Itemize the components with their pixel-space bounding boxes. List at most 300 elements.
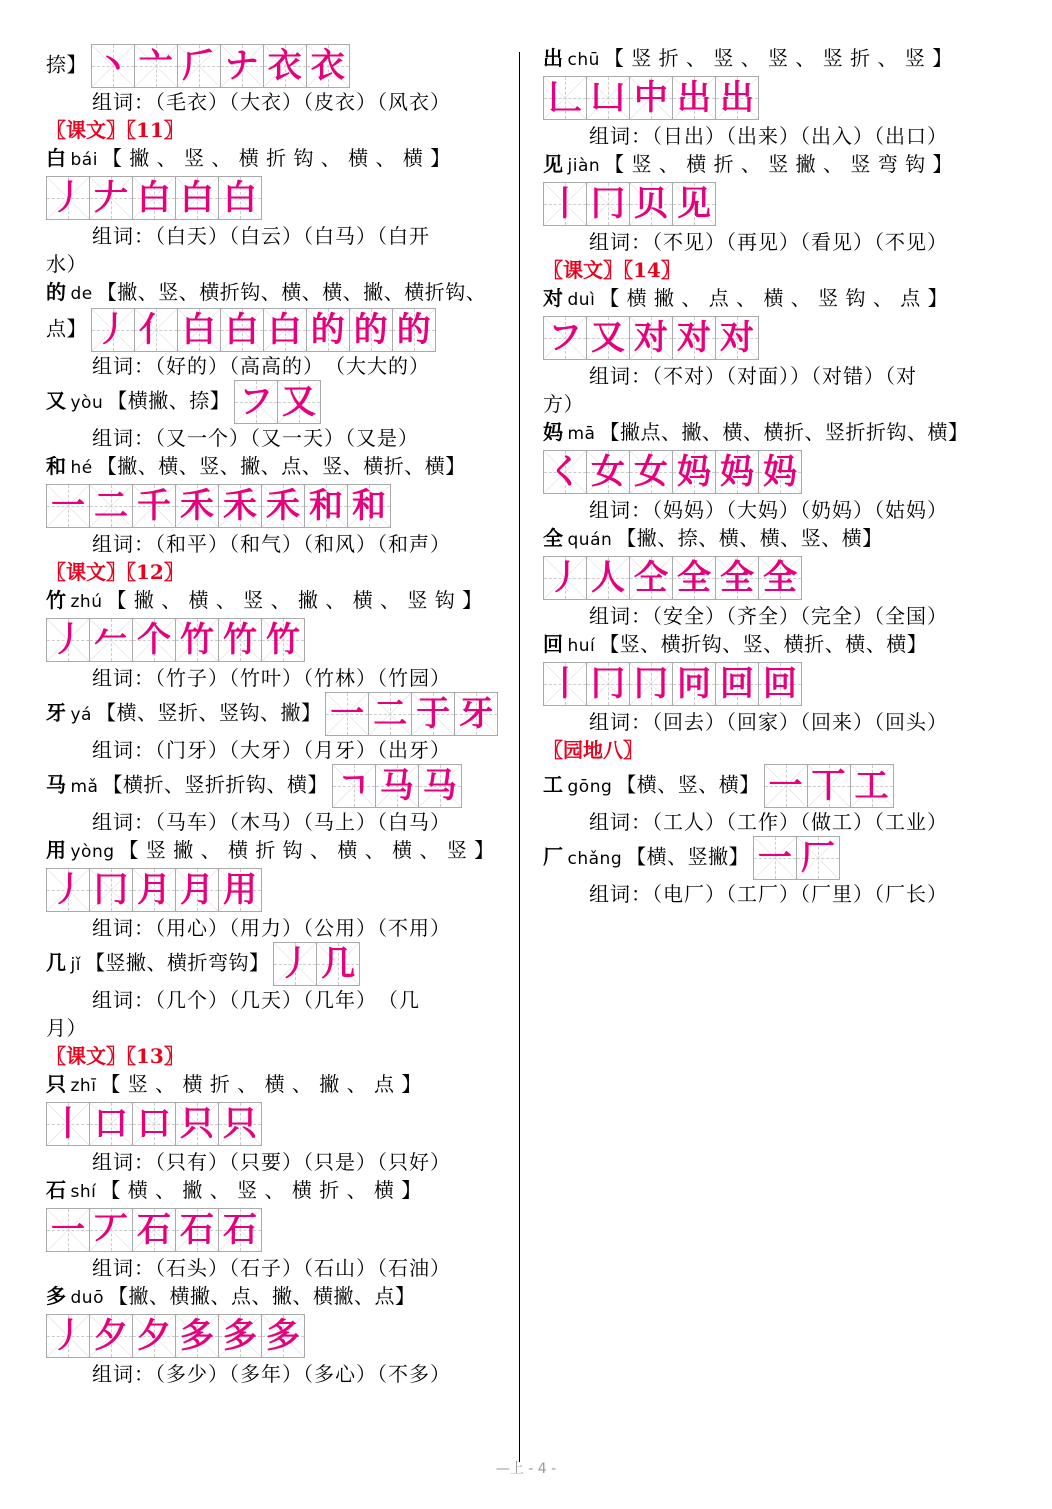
stroke-step-glyph: フ xyxy=(239,382,274,422)
stroke-step-box xyxy=(219,484,262,528)
stroke-step-glyph: 竹 xyxy=(180,620,214,660)
character-entry xyxy=(46,1176,506,1206)
stroke-step-glyph: 冋 xyxy=(677,664,711,704)
word-groups: 组词：（多少）（多年）（多心）（不多） xyxy=(92,1362,451,1386)
stroke-step-glyph: 一 xyxy=(51,486,85,526)
right-column xyxy=(543,44,1003,908)
stroke-step-glyph: 月 xyxy=(180,870,214,910)
stroke-step-box xyxy=(630,450,673,494)
stroke-step-box xyxy=(543,182,587,226)
stroke-step-glyph: 全 xyxy=(677,558,711,598)
character-entry xyxy=(543,284,1003,314)
stroke-step-box xyxy=(219,1102,262,1146)
stroke-step-box xyxy=(90,1208,133,1252)
stroke-step-box xyxy=(764,764,808,808)
character-entry xyxy=(46,1282,506,1312)
character-entry xyxy=(543,44,1003,74)
stroke-step-glyph: 多 xyxy=(266,1316,300,1356)
stroke-step-glyph: 禾 xyxy=(223,486,257,526)
word-groups: 组词：（工人）（工作）（做工）（工业） xyxy=(589,810,948,834)
stroke-step-glyph: 丿 xyxy=(278,944,313,984)
stroke-step-glyph: 和 xyxy=(352,486,386,526)
stroke-order-grid xyxy=(46,176,506,220)
stroke-order-grid xyxy=(764,764,894,808)
pinyin: mǎ xyxy=(70,776,99,797)
character-entry xyxy=(543,150,1003,180)
stroke-step-glyph: 白 xyxy=(137,178,171,218)
left-column xyxy=(46,44,506,1388)
page-footer: —上 - 4 - xyxy=(495,1461,557,1477)
stroke-step-glyph: 丿 xyxy=(51,870,85,910)
stroke-step-glyph: 的 xyxy=(396,310,432,350)
character: 马 xyxy=(46,772,67,797)
stroke-step-glyph: 丆 xyxy=(94,1210,128,1250)
stroke-step-glyph: 用 xyxy=(223,870,257,910)
stroke-order-grid xyxy=(543,316,1003,360)
stroke-step-glyph: 全 xyxy=(763,558,797,598)
stroke-names: 【 横 撇 、 点 、 横 、 竖 钩 、 点 】 xyxy=(599,286,949,310)
stroke-step-glyph: 丨 xyxy=(51,1104,85,1144)
stroke-step-glyph: 一 xyxy=(330,694,365,734)
stroke-step-glyph: 对 xyxy=(720,318,754,358)
stroke-step-box xyxy=(46,176,90,220)
stroke-step-box xyxy=(133,176,176,220)
character-entry xyxy=(543,630,1003,660)
stroke-step-glyph: 只 xyxy=(223,1104,257,1144)
stroke-line-continued xyxy=(46,44,506,88)
stroke-step-glyph: ㄱ xyxy=(337,766,371,806)
word-groups: 组词：（又一个）（又一天）（又是） xyxy=(92,426,419,450)
character-entry xyxy=(46,452,506,482)
character: 妈 xyxy=(543,420,564,444)
stroke-step-box xyxy=(176,1314,219,1358)
stroke-step-box xyxy=(350,308,393,352)
stroke-names: 【撇、捺、横、横、竖、横】 xyxy=(616,526,883,550)
pinyin: shí xyxy=(70,1182,97,1202)
word-groups: 组词：（回去）（回家）（回来）（回头） xyxy=(589,710,948,734)
pinyin: bái xyxy=(70,150,98,170)
stroke-step-glyph: 贝 xyxy=(634,184,668,224)
stroke-names: 【 竖 撇 、 横 折 钩 、 横 、 横 、 竖 】 xyxy=(118,838,495,862)
stroke-step-glyph: 女 xyxy=(634,452,668,492)
stroke-step-box xyxy=(176,484,219,528)
pinyin: jǐ xyxy=(70,954,81,975)
stroke-step-glyph: 见 xyxy=(677,184,711,224)
stroke-order-grid xyxy=(46,1208,506,1252)
character: 出 xyxy=(543,46,564,70)
stroke-step-glyph: 𠂉 xyxy=(94,620,128,660)
stroke-step-box xyxy=(264,308,307,352)
stroke-names: 【 竖 、 横 折 、 横 、 撇 、 点 】 xyxy=(100,1072,422,1096)
stroke-step-glyph: 石 xyxy=(223,1210,257,1250)
stroke-step-box xyxy=(133,1102,176,1146)
character: 石 xyxy=(46,1178,67,1202)
stroke-step-glyph: 丨 xyxy=(548,184,582,224)
stroke-step-glyph: 几 xyxy=(321,944,356,984)
character: 牙 xyxy=(46,700,67,725)
stroke-step-glyph: 又 xyxy=(591,318,625,358)
stroke-step-box xyxy=(630,76,673,120)
stroke-step-box xyxy=(219,868,262,912)
stroke-step-glyph: 的 xyxy=(310,310,346,350)
stroke-step-box xyxy=(587,450,630,494)
stroke-order-grid xyxy=(273,942,360,986)
stroke-step-box xyxy=(753,836,797,880)
stroke-step-glyph: 丿 xyxy=(51,178,85,218)
stroke-step-box xyxy=(543,76,587,120)
stroke-step-box xyxy=(307,308,350,352)
stroke-step-box xyxy=(419,764,462,808)
stroke-order-grid xyxy=(46,484,506,528)
stroke-step-box xyxy=(176,1102,219,1146)
stroke-step-box xyxy=(178,308,221,352)
stroke-step-glyph: 丶 xyxy=(95,46,131,86)
continued-text: 捺】 xyxy=(46,52,87,77)
stroke-step-box xyxy=(46,1102,90,1146)
stroke-names: 【横、竖、横】 xyxy=(616,772,760,797)
stroke-step-box xyxy=(673,316,716,360)
stroke-line-continued xyxy=(46,308,506,352)
stroke-step-box xyxy=(630,316,673,360)
stroke-step-box xyxy=(90,868,133,912)
stroke-step-glyph: 回 xyxy=(763,664,797,704)
stroke-step-box xyxy=(369,692,412,736)
stroke-step-box xyxy=(797,836,840,880)
stroke-step-box xyxy=(673,556,716,600)
stroke-step-box xyxy=(133,1208,176,1252)
stroke-names: 【横撇、捺】 xyxy=(107,388,231,413)
stroke-step-glyph: 石 xyxy=(137,1210,171,1250)
stroke-step-box xyxy=(455,692,498,736)
pinyin: jiàn xyxy=(567,156,601,176)
stroke-step-box xyxy=(376,764,419,808)
pinyin: chū xyxy=(567,50,600,70)
pinyin: yòu xyxy=(70,392,104,413)
stroke-step-glyph: 白 xyxy=(181,310,217,350)
stroke-names: 【撇、竖、横折钩、横、横、撇、横折钩、 xyxy=(96,280,487,304)
stroke-step-box xyxy=(221,44,264,88)
stroke-names: 【横、竖撇】 xyxy=(626,844,750,869)
pinyin: duì xyxy=(567,290,596,310)
stroke-step-glyph: 人 xyxy=(591,558,625,598)
stroke-step-glyph: 亻 xyxy=(138,310,174,350)
stroke-step-box xyxy=(716,556,759,600)
stroke-step-glyph: 出 xyxy=(677,78,711,118)
character-entry xyxy=(543,836,1003,880)
character: 工 xyxy=(543,772,564,797)
stroke-step-glyph: 女 xyxy=(591,452,625,492)
character: 见 xyxy=(543,152,564,176)
word-groups: 组词：（电厂）（工厂）（厂里）（厂长） xyxy=(589,882,948,906)
stroke-step-box xyxy=(759,662,802,706)
word-groups: 组词：（几个）（几天）（几年） （几 xyxy=(92,988,420,1012)
stroke-step-glyph: 工 xyxy=(854,766,890,806)
character: 和 xyxy=(46,454,67,478)
character-entry xyxy=(46,942,506,986)
stroke-step-glyph: 𠂆 xyxy=(181,46,217,86)
stroke-step-glyph: 丨 xyxy=(548,664,582,704)
stroke-step-box xyxy=(46,1314,90,1358)
stroke-names: 【 竖 折 、 竖 、 竖 、 竖 折 、 竖 】 xyxy=(603,46,953,70)
stroke-step-glyph: 和 xyxy=(309,486,343,526)
stroke-step-box xyxy=(46,1208,90,1252)
stroke-step-glyph: 冂 xyxy=(634,664,668,704)
word-groups: 组词：（门牙）（大牙）（月牙）（出牙） xyxy=(92,738,451,762)
pinyin: huí xyxy=(567,636,596,656)
stroke-step-box xyxy=(176,868,219,912)
stroke-step-box xyxy=(587,662,630,706)
stroke-step-glyph: 冂 xyxy=(94,870,128,910)
stroke-step-glyph: 马 xyxy=(422,766,458,806)
stroke-step-box xyxy=(305,484,348,528)
stroke-step-glyph: 𠃊 xyxy=(548,78,582,118)
stroke-step-box xyxy=(587,316,630,360)
stroke-step-box xyxy=(716,316,759,360)
stroke-step-box xyxy=(264,44,307,88)
stroke-order-grid xyxy=(543,450,1003,494)
stroke-step-glyph: 多 xyxy=(180,1316,214,1356)
continued-text: 方） xyxy=(543,392,584,416)
lesson-heading: 〖课文〗〖14〗 xyxy=(543,258,681,282)
stroke-step-box xyxy=(262,618,305,662)
stroke-step-glyph: 白 xyxy=(180,178,214,218)
stroke-step-glyph: 对 xyxy=(677,318,711,358)
stroke-step-glyph: 石 xyxy=(180,1210,214,1250)
stroke-order-grid xyxy=(332,764,462,808)
stroke-step-box xyxy=(219,1314,262,1358)
stroke-step-box xyxy=(91,308,135,352)
stroke-step-glyph: 丿 xyxy=(51,1316,85,1356)
stroke-step-glyph: 禾 xyxy=(180,486,214,526)
pinyin: duō xyxy=(70,1288,104,1308)
word-groups: 组词：（白天）（白云）（白马）（白开 xyxy=(92,224,430,248)
character: 全 xyxy=(543,526,564,550)
stroke-step-box xyxy=(273,942,317,986)
stroke-step-glyph: く xyxy=(548,452,582,492)
stroke-order-grid xyxy=(325,692,498,736)
stroke-step-box xyxy=(176,618,219,662)
lesson-heading: 〖课文〗〖12〗 xyxy=(46,560,184,584)
stroke-names: 【撇、横撇、点、撇、横撇、点】 xyxy=(107,1284,416,1308)
stroke-step-box xyxy=(133,484,176,528)
stroke-step-box xyxy=(673,662,716,706)
stroke-names: 【 横 、 撇 、 竖 、 横 折 、 横 】 xyxy=(100,1178,422,1202)
character-entry xyxy=(46,380,506,424)
lesson-heading: 〖园地八〗 xyxy=(543,738,643,762)
continued-text: 水） xyxy=(46,252,87,276)
stroke-step-box xyxy=(46,618,90,662)
stroke-step-box xyxy=(673,182,716,226)
pinyin: zhú xyxy=(70,592,103,612)
character-entry xyxy=(46,1070,506,1100)
stroke-step-box xyxy=(90,176,133,220)
stroke-step-box xyxy=(543,556,587,600)
stroke-step-box xyxy=(219,618,262,662)
pinyin: de xyxy=(70,284,93,304)
pinyin: gōng xyxy=(567,776,613,797)
stroke-step-glyph: 𠂇 xyxy=(94,178,128,218)
column-divider xyxy=(519,52,520,1462)
stroke-order-grid xyxy=(91,44,350,88)
stroke-step-glyph: 亠 xyxy=(138,46,174,86)
character-entry xyxy=(46,692,506,736)
stroke-step-glyph: 白 xyxy=(223,178,257,218)
pinyin: yòng xyxy=(70,842,115,862)
stroke-order-grid xyxy=(46,1314,506,1358)
stroke-step-glyph: 口 xyxy=(137,1104,171,1144)
stroke-step-box xyxy=(716,450,759,494)
word-groups: 组词：（用心）（用力）（公用）（不用） xyxy=(92,916,451,940)
stroke-step-glyph: 妈 xyxy=(763,452,797,492)
stroke-step-glyph: 月 xyxy=(137,870,171,910)
stroke-step-box xyxy=(332,764,376,808)
stroke-step-box xyxy=(673,450,716,494)
stroke-step-box xyxy=(348,484,391,528)
stroke-names: 【横、竖折、竖钩、撇】 xyxy=(95,700,322,725)
character-entry xyxy=(543,764,1003,808)
stroke-step-box xyxy=(90,484,133,528)
word-groups: 组词：（毛衣）（大衣）（皮衣）（风衣） xyxy=(92,90,451,114)
stroke-step-glyph: 丿 xyxy=(95,310,131,350)
stroke-step-glyph: 全 xyxy=(720,558,754,598)
stroke-step-box xyxy=(325,692,369,736)
stroke-step-box xyxy=(221,308,264,352)
stroke-step-glyph: 竹 xyxy=(223,620,257,660)
stroke-order-grid xyxy=(46,618,506,662)
stroke-step-box xyxy=(307,44,350,88)
character: 竹 xyxy=(46,588,67,612)
character-entry xyxy=(46,764,506,808)
stroke-step-box xyxy=(587,556,630,600)
stroke-step-box xyxy=(91,44,135,88)
stroke-step-box xyxy=(133,618,176,662)
word-groups: 组词：（石头）（石子）（石山）（石油） xyxy=(92,1256,451,1280)
stroke-step-glyph: 白 xyxy=(267,310,303,350)
word-groups: 组词：（和平）（和气）（和风）（和声） xyxy=(92,532,451,556)
stroke-order-grid xyxy=(543,76,1003,120)
stroke-step-glyph: ナ xyxy=(224,46,260,86)
stroke-step-box xyxy=(262,1314,305,1358)
character: 多 xyxy=(46,1284,67,1308)
pinyin: zhī xyxy=(70,1076,97,1096)
stroke-names: 【 竖 、 横 折 、 竖 撇 、 竖 弯 钩 】 xyxy=(604,152,953,176)
stroke-order-grid xyxy=(234,380,321,424)
stroke-step-box xyxy=(716,76,759,120)
stroke-step-glyph: 一 xyxy=(768,766,804,806)
character-entry xyxy=(46,586,506,616)
character-entry xyxy=(46,144,506,174)
character: 用 xyxy=(46,838,67,862)
stroke-step-box xyxy=(219,1208,262,1252)
character: 对 xyxy=(543,286,564,310)
stroke-names: 【竖撇、横折弯钩】 xyxy=(84,950,270,975)
stroke-step-glyph: 禾 xyxy=(266,486,300,526)
character-entry xyxy=(46,836,506,866)
stroke-step-glyph: 妈 xyxy=(677,452,711,492)
stroke-order-grid xyxy=(753,836,840,880)
stroke-order-grid xyxy=(543,182,1003,226)
character: 回 xyxy=(543,632,564,656)
stroke-step-glyph: 千 xyxy=(137,486,171,526)
stroke-step-box xyxy=(630,662,673,706)
stroke-step-box xyxy=(178,44,221,88)
stroke-step-glyph: 夕 xyxy=(137,1316,171,1356)
stroke-step-box xyxy=(808,764,851,808)
character-entry xyxy=(46,278,506,308)
continued-text: 月） xyxy=(46,1016,87,1040)
stroke-step-box xyxy=(278,380,321,424)
stroke-step-box xyxy=(673,76,716,120)
stroke-names: 【 撇 、 竖 、 横 折 钩 、 横 、 横 】 xyxy=(101,146,451,170)
character: 白 xyxy=(46,146,67,170)
stroke-step-box xyxy=(176,176,219,220)
stroke-step-box xyxy=(630,182,673,226)
stroke-order-grid xyxy=(543,662,1003,706)
stroke-step-box xyxy=(46,484,90,528)
stroke-step-glyph: 二 xyxy=(373,694,408,734)
stroke-step-glyph: 的 xyxy=(353,310,389,350)
stroke-order-grid xyxy=(46,868,506,912)
stroke-step-glyph: 仝 xyxy=(634,558,668,598)
stroke-step-glyph: 白 xyxy=(224,310,260,350)
stroke-step-box xyxy=(135,44,178,88)
stroke-step-box xyxy=(543,316,587,360)
stroke-step-glyph: 丿 xyxy=(548,558,582,598)
stroke-step-box xyxy=(543,662,587,706)
stroke-names: 【撇点、撇、横、横折、竖折折钩、横】 xyxy=(599,420,969,444)
continued-text: 点】 xyxy=(46,316,87,341)
stroke-step-box xyxy=(262,484,305,528)
word-groups: 组词：（妈妈）（大妈）（奶妈）（姑妈） xyxy=(589,498,948,522)
stroke-step-box xyxy=(46,868,90,912)
stroke-step-glyph: 多 xyxy=(223,1316,257,1356)
stroke-step-glyph: 衣 xyxy=(267,46,303,86)
pinyin: hé xyxy=(70,458,93,478)
stroke-order-grid xyxy=(91,308,436,352)
stroke-step-glyph: 冂 xyxy=(591,664,625,704)
stroke-step-glyph: 牙 xyxy=(459,694,494,734)
stroke-step-box xyxy=(90,1102,133,1146)
word-groups: 组词：（日出）（出来）（出入）（出口） xyxy=(589,124,948,148)
stroke-step-glyph: 妈 xyxy=(720,452,754,492)
stroke-step-box xyxy=(90,618,133,662)
stroke-step-glyph: 厂 xyxy=(800,838,836,878)
word-groups: 组词：（安全）（齐全）（完全）（全国） xyxy=(589,604,948,628)
stroke-step-glyph: 竹 xyxy=(266,620,300,660)
character: 厂 xyxy=(543,844,564,869)
pinyin: mā xyxy=(567,424,596,444)
stroke-step-box xyxy=(716,662,759,706)
stroke-step-glyph: 夕 xyxy=(94,1316,128,1356)
pinyin: yá xyxy=(70,704,92,725)
stroke-step-box xyxy=(234,380,278,424)
character-entry xyxy=(543,524,1003,554)
stroke-step-box xyxy=(851,764,894,808)
stroke-step-box xyxy=(317,942,360,986)
stroke-step-glyph: 口 xyxy=(94,1104,128,1144)
stroke-step-glyph: 丿 xyxy=(51,620,85,660)
stroke-order-grid xyxy=(46,1102,506,1146)
stroke-step-box xyxy=(543,450,587,494)
stroke-names: 【 撇 、 横 、 竖 、 撇 、 横 、 竖 钩 】 xyxy=(106,588,483,612)
stroke-step-box xyxy=(90,1314,133,1358)
stroke-step-box xyxy=(176,1208,219,1252)
word-groups: 组词：（只有）（只要）（只是）（只好） xyxy=(92,1150,451,1174)
stroke-step-box xyxy=(759,556,802,600)
word-groups: 组词：（好的）（高高的） （大大的） xyxy=(92,354,430,378)
stroke-step-glyph: 一 xyxy=(51,1210,85,1250)
stroke-step-glyph: 又 xyxy=(282,382,317,422)
